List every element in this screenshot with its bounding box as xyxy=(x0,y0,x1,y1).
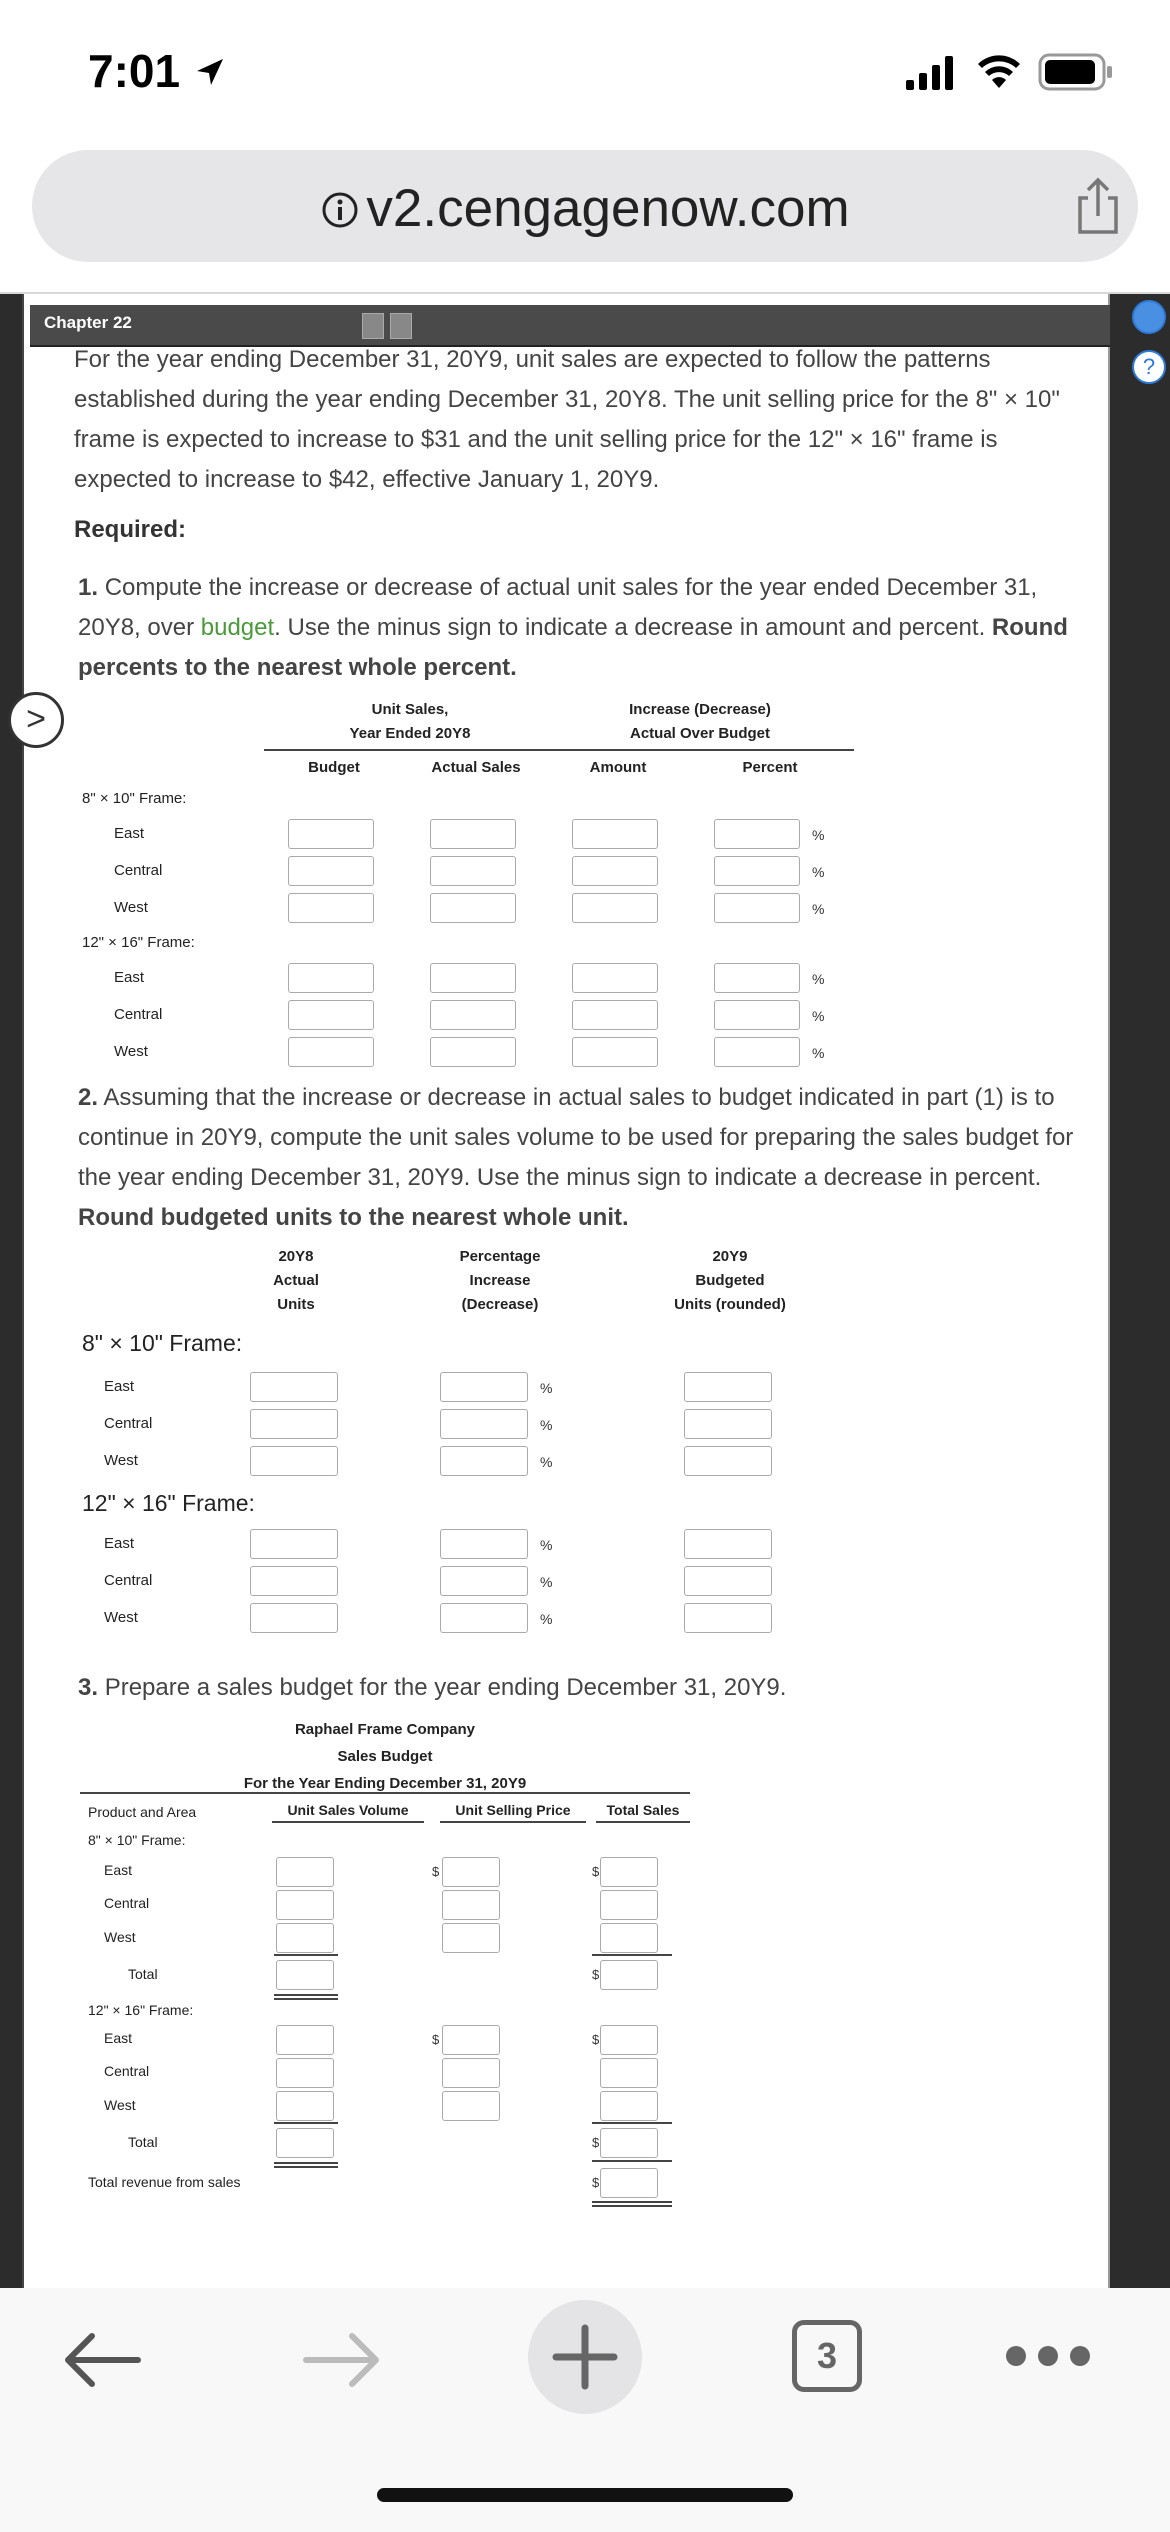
sales-budget-heading xyxy=(80,1716,690,1797)
budgeted-units-input[interactable] xyxy=(684,1566,772,1596)
q2-col-percentage: Percentage Increase (Decrease) xyxy=(459,1248,541,1313)
col-percent: Percent xyxy=(742,759,798,776)
percent-sign: % xyxy=(540,1537,553,1553)
unit-sales-volume-input[interactable] xyxy=(276,2025,334,2055)
budgeted-units-input[interactable] xyxy=(684,1409,772,1439)
dollar-sign: $ xyxy=(592,2032,600,2047)
q2-instructions: 2. Assuming that the increase or decrease in actual sales to budget indicated in part (1) is to continue in 20Y9, compute the unit sales volume to be used for preparing the sales budget for the year ending December 31, 20Y9. Use the minus sign to indicate a decrease in percent. Round budgeted units to the nearest whole unit. xyxy=(78,1084,1074,1231)
percent-input[interactable] xyxy=(714,1037,800,1067)
row-label-west: West xyxy=(104,2097,136,2113)
amount-input[interactable] xyxy=(572,856,658,886)
percent-sign: % xyxy=(812,971,825,987)
row-label-central: Central xyxy=(104,1895,150,1911)
unit-selling-price-input[interactable] xyxy=(442,1890,500,1920)
total-sales-input[interactable] xyxy=(600,1890,658,1920)
actual-sales-input[interactable] xyxy=(430,856,516,886)
total-sales-input[interactable] xyxy=(600,2025,658,2055)
percent-sign: % xyxy=(540,1380,553,1396)
unit-selling-price-input[interactable] xyxy=(442,2091,500,2121)
percent-sign: % xyxy=(812,1045,825,1061)
row-label-east: East xyxy=(104,2030,133,2046)
row-label-west: West xyxy=(104,1609,138,1626)
q3-instructions: 3. Prepare a sales budget for the year ending December 31, 20Y9. xyxy=(78,1674,787,1701)
actual-sales-input[interactable] xyxy=(430,1037,516,1067)
actual-units-input[interactable] xyxy=(250,1409,338,1439)
row-label-east: East xyxy=(104,1862,133,1878)
row-label-total: Total xyxy=(128,1966,158,1982)
total-sales-input[interactable] xyxy=(600,1923,658,1953)
q1-instructions: 1. Compute the increase or decrease of actual unit sales for the year ended December 31, 20Y8, over budget. Use the minus sign to indicate a decrease in amount and percent. Round percents to the nearest whole percent. xyxy=(78,574,1068,681)
unit-selling-price-input[interactable] xyxy=(442,1857,500,1887)
budget-link[interactable]: budget xyxy=(200,614,275,641)
q1-section-8x10: 8" × 10" Frame: xyxy=(82,790,187,807)
required-heading: Required: xyxy=(74,516,187,543)
wifi-icon xyxy=(976,54,1022,92)
row-label-central: Central xyxy=(104,2063,150,2079)
chapter-title: Chapter 22 xyxy=(44,313,132,332)
percentage-input[interactable] xyxy=(440,1603,528,1633)
info-icon[interactable] xyxy=(320,190,360,230)
unit-sales-volume-input[interactable] xyxy=(276,2091,334,2121)
dollar-sign: $ xyxy=(592,2135,600,2150)
budget-input[interactable] xyxy=(288,1000,374,1030)
percent-sign: % xyxy=(540,1417,553,1433)
double-rule xyxy=(592,2201,672,2203)
percent-sign: % xyxy=(812,901,825,917)
dollar-sign: $ xyxy=(592,1967,600,1982)
budgeted-units-input[interactable] xyxy=(684,1372,772,1402)
percent-sign: % xyxy=(812,1008,825,1024)
budgeted-units-input[interactable] xyxy=(684,1603,772,1633)
budgeted-units-input[interactable] xyxy=(684,1529,772,1559)
expand-arrow-button[interactable]: > xyxy=(8,692,64,748)
total-sales-input[interactable] xyxy=(600,2091,658,2121)
percentage-input[interactable] xyxy=(440,1446,528,1476)
percent-input[interactable] xyxy=(714,963,800,993)
actual-units-input[interactable] xyxy=(250,1603,338,1633)
actual-sales-input[interactable] xyxy=(430,963,516,993)
total-sales-total-input[interactable] xyxy=(600,2128,658,2158)
address-bar[interactable] xyxy=(32,150,1138,262)
budget-input[interactable] xyxy=(288,1037,374,1067)
percent-sign: % xyxy=(812,864,825,880)
total-units-input[interactable] xyxy=(276,2128,334,2158)
unit-sales-volume-input[interactable] xyxy=(276,2058,334,2088)
q2-section-12x16: 12" × 16" Frame: xyxy=(82,1490,255,1516)
unit-selling-price-input[interactable] xyxy=(442,2025,500,2055)
home-indicator xyxy=(377,2488,793,2502)
unit-sales-volume-input[interactable] xyxy=(276,1857,334,1887)
q2-col-budgeted-units: 20Y9 Budgeted Units (rounded) xyxy=(674,1248,786,1313)
dollar-sign: $ xyxy=(592,2175,600,2190)
location-arrow-icon xyxy=(193,55,227,89)
subtotal-rule xyxy=(274,2122,338,2124)
amount-input[interactable] xyxy=(572,893,658,923)
actual-units-input[interactable] xyxy=(250,1446,338,1476)
budget-input[interactable] xyxy=(288,856,374,886)
percent-input[interactable] xyxy=(714,893,800,923)
company-name: Raphael Frame Company xyxy=(294,1721,476,1738)
row-label-central: Central xyxy=(104,1572,153,1589)
amount-input[interactable] xyxy=(572,819,658,849)
double-rule xyxy=(274,2166,338,2168)
q3-section-12x16: 12" × 16" Frame: xyxy=(88,2002,194,2018)
unit-selling-price-input[interactable] xyxy=(442,1923,500,1953)
row-label-west: West xyxy=(114,1043,148,1060)
unit-sales-volume-input[interactable] xyxy=(276,1890,334,1920)
budget-input[interactable] xyxy=(288,893,374,923)
col-actual-sales: Actual Sales xyxy=(431,759,521,776)
actual-units-input[interactable] xyxy=(250,1566,338,1596)
row-label-east: East xyxy=(114,825,145,842)
total-sales-input[interactable] xyxy=(600,2058,658,2088)
row-label-central: Central xyxy=(114,1006,163,1023)
row-label-total: Total xyxy=(128,2134,158,2150)
percent-input[interactable] xyxy=(714,819,800,849)
actual-units-input[interactable] xyxy=(250,1372,338,1402)
subtotal-rule xyxy=(592,2160,672,2162)
row-label-west: West xyxy=(104,1929,136,1945)
amount-input[interactable] xyxy=(572,1000,658,1030)
row-label-central: Central xyxy=(104,1415,153,1432)
percent-input[interactable] xyxy=(714,1000,800,1030)
total-sales-total-input[interactable] xyxy=(600,1960,658,1990)
cellular-signal-icon xyxy=(906,54,958,92)
q3-section-8x10: 8" × 10" Frame: xyxy=(88,1832,186,1848)
unit-selling-price-input[interactable] xyxy=(442,2058,500,2088)
row-label-east: East xyxy=(104,1378,135,1395)
row-label-central: Central xyxy=(114,862,163,879)
col-product-area: Product and Area xyxy=(88,1804,197,1820)
q2-section-8x10: 8" × 10" Frame: xyxy=(82,1330,243,1356)
total-units-input[interactable] xyxy=(276,1960,334,1990)
row-label-east: East xyxy=(114,969,145,986)
subtotal-rule xyxy=(592,2122,672,2124)
budget-input[interactable] xyxy=(288,963,374,993)
percent-sign: % xyxy=(540,1574,553,1590)
plus-icon xyxy=(528,2300,642,2414)
notes-icon[interactable] xyxy=(390,313,412,339)
row-label-east: East xyxy=(104,1535,135,1552)
percentage-input[interactable] xyxy=(440,1372,528,1402)
percentage-input[interactable] xyxy=(440,1529,528,1559)
subtotal-rule xyxy=(274,1954,338,1956)
dollar-sign: $ xyxy=(432,1864,440,1879)
percent-sign: % xyxy=(540,1454,553,1470)
budget-period: For the Year Ending December 31, 20Y9 xyxy=(243,1775,527,1792)
document-title: Sales Budget xyxy=(337,1748,433,1765)
q1-section-12x16: 12" × 16" Frame: xyxy=(82,934,195,951)
actual-sales-input[interactable] xyxy=(430,1000,516,1030)
row-label-west: West xyxy=(104,1452,138,1469)
actual-sales-input[interactable] xyxy=(430,893,516,923)
row-label-west: West xyxy=(114,899,148,916)
more-options-icon[interactable] xyxy=(1004,2344,1092,2368)
share-icon[interactable] xyxy=(1072,176,1124,236)
col-unit-selling-price: Unit Selling Price xyxy=(455,1802,571,1818)
double-rule xyxy=(274,2162,338,2164)
intro-paragraph: For the year ending December 31, 20Y9, unit sales are expected to follow the patterns established during the year ending December 31, 20Y8. The unit selling price for the 8" × 10" frame is expected to increase to $31 and the unit selling price for the 12" × 16" frame is expected to increase to $42, effective January 1, 20Y9. xyxy=(74,346,1060,493)
percent-sign: % xyxy=(812,827,825,843)
col-budget: Budget xyxy=(308,759,360,776)
help-icon[interactable]: ? xyxy=(1132,350,1166,384)
total-sales-input[interactable] xyxy=(600,1857,658,1887)
actual-units-input[interactable] xyxy=(250,1529,338,1559)
double-rule xyxy=(274,1994,338,1996)
amount-input[interactable] xyxy=(572,963,658,993)
percent-input[interactable] xyxy=(714,856,800,886)
col-amount: Amount xyxy=(589,759,647,776)
battery-icon xyxy=(1038,52,1116,92)
col-total-sales: Total Sales xyxy=(606,1802,680,1818)
percentage-input[interactable] xyxy=(440,1566,528,1596)
budgeted-units-input[interactable] xyxy=(684,1446,772,1476)
q2-col-actual-units: 20Y8 Actual Units xyxy=(273,1248,319,1313)
actual-sales-input[interactable] xyxy=(430,819,516,849)
double-rule xyxy=(592,2205,672,2207)
double-rule xyxy=(274,1998,338,2000)
amount-input[interactable] xyxy=(572,1037,658,1067)
dollar-sign: $ xyxy=(592,1864,600,1879)
row-label-total-revenue: Total revenue from sales xyxy=(88,2174,241,2190)
subtotal-rule xyxy=(592,1954,672,1956)
unit-sales-volume-input[interactable] xyxy=(276,1923,334,1953)
status-time: 7:01 xyxy=(88,44,227,98)
budget-input[interactable] xyxy=(288,819,374,849)
new-tab-button[interactable] xyxy=(528,2300,642,2414)
url-text[interactable]: v2.cengagenow.com xyxy=(32,178,1138,239)
refresh-icon[interactable] xyxy=(1132,300,1166,334)
percentage-input[interactable] xyxy=(440,1409,528,1439)
dollar-sign: $ xyxy=(432,2032,440,2047)
tabs-button[interactable]: 3 xyxy=(792,2320,862,2392)
forward-arrow-icon[interactable] xyxy=(300,2330,384,2390)
col-unit-sales-volume: Unit Sales Volume xyxy=(287,1802,409,1818)
percent-sign: % xyxy=(540,1611,553,1627)
book-icon[interactable] xyxy=(362,313,384,339)
total-revenue-input[interactable] xyxy=(600,2168,658,2198)
back-arrow-icon[interactable] xyxy=(60,2330,144,2390)
q1-group-header-unit-sales: Unit Sales, Year Ended 20Y8 xyxy=(349,701,471,742)
q1-group-header-increase: Increase (Decrease) Actual Over Budget xyxy=(629,701,771,742)
